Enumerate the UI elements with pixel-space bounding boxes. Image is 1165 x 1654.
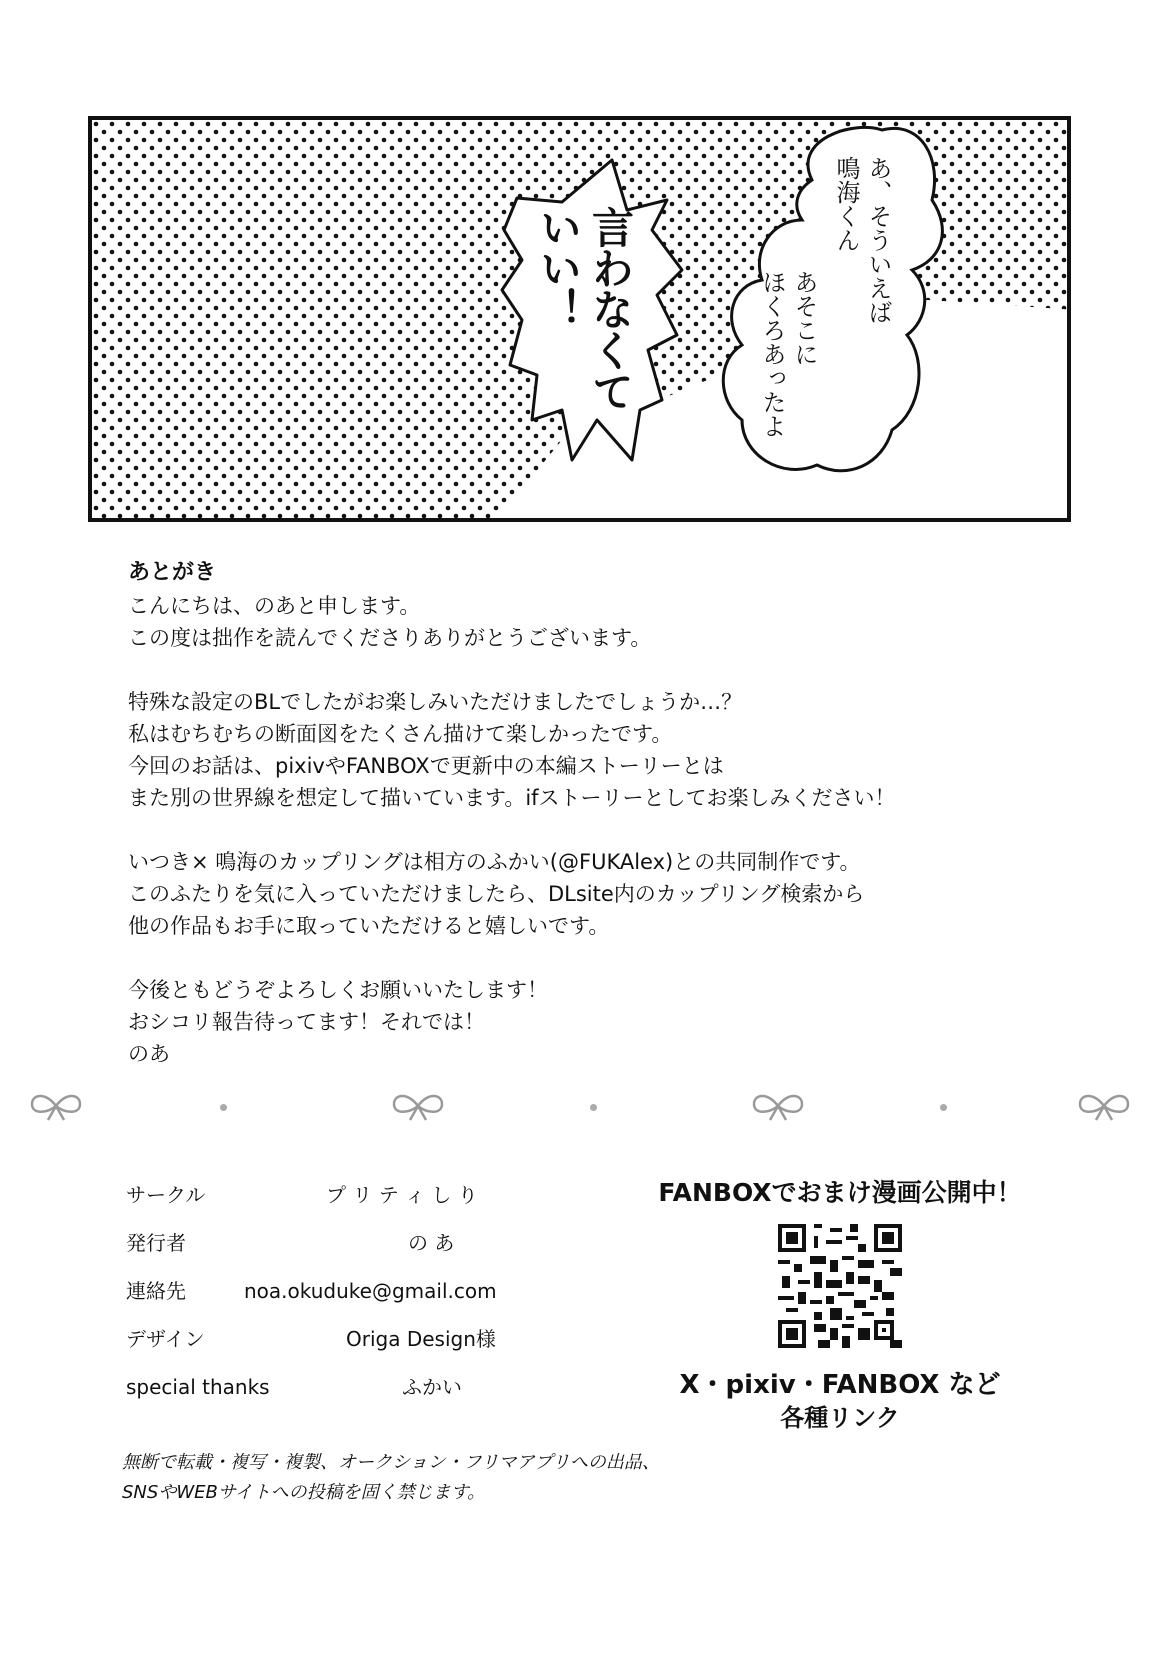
qr-code-icon[interactable] bbox=[778, 1224, 902, 1348]
afterword-line: この度は拙作を読んでくださりありがとうございます。 bbox=[128, 626, 652, 650]
manga-panel bbox=[88, 116, 1071, 522]
divider-dot bbox=[220, 1104, 227, 1111]
notice-line-1: 無断で転載・複写・複製、オークション・フリマアプリへの出品、 bbox=[122, 1452, 660, 1473]
afterword-line: 今回のお話は、pixivやFANBOXで更新中の本編ストーリーとは bbox=[128, 754, 724, 778]
bubble-text-1: あ、そういえば 鳴海くん bbox=[832, 156, 892, 324]
afterword-section bbox=[128, 558, 1108, 1102]
afterword-line: 他の作品もお手に取っていただけると嬉しいです。 bbox=[128, 914, 610, 938]
afterword-paragraph-3 bbox=[128, 846, 1108, 942]
divider-dot bbox=[590, 1104, 597, 1111]
afterword-line: 特殊な設定のBLでしたがお楽しみいただけましたでしょうか…？ bbox=[128, 690, 743, 714]
notice-line-2: SNSやWEBサイトへの投稿を固く禁じます。 bbox=[122, 1482, 486, 1503]
colophon bbox=[126, 1180, 566, 1420]
thanks-value: ふかい bbox=[402, 1375, 462, 1399]
afterword-paragraph-2 bbox=[128, 686, 1108, 814]
afterword-line: こんにちは、のあと申します。 bbox=[128, 594, 421, 618]
promo-links-line2: 各種リンク bbox=[780, 1404, 900, 1432]
afterword-line: いつき× 鳴海のカップリングは相方のふかい(@FUKAlex)との共同制作です。 bbox=[128, 850, 861, 874]
colophon-row-publisher bbox=[126, 1228, 566, 1276]
divider-dot bbox=[940, 1104, 947, 1111]
ribbon-icon bbox=[390, 1088, 446, 1124]
ribbon-icon bbox=[1076, 1088, 1132, 1124]
copyright-notice bbox=[122, 1448, 660, 1508]
afterword-line: 今後ともどうぞよろしくお願いいたします！ bbox=[128, 978, 548, 1002]
colophon-row-thanks bbox=[126, 1372, 566, 1420]
promo-links-line1: X・pixiv・FANBOX など bbox=[679, 1370, 1001, 1400]
circle-value: プ リ テ ィ し り bbox=[326, 1183, 478, 1207]
promo-block bbox=[620, 1176, 1060, 1434]
promo-headline: FANBOXでおまけ漫画公開中！ bbox=[658, 1178, 1022, 1207]
afterword-line: おシコリ報告待ってます！それでは！ bbox=[128, 1010, 485, 1034]
afterword-paragraph-1 bbox=[128, 590, 1108, 654]
afterword-line: また別の世界線を想定して描いています。ifストーリーとしてお楽しみください！ bbox=[128, 786, 896, 810]
afterword-paragraph-4 bbox=[128, 974, 1108, 1070]
publisher-value: の あ bbox=[408, 1231, 455, 1255]
colophon-row-contact bbox=[126, 1276, 566, 1324]
design-label: デザイン bbox=[126, 1327, 205, 1351]
afterword-line: 私はむちむちの断面図をたくさん描けて楽しかったです。 bbox=[128, 722, 673, 746]
circle-label: サークル bbox=[126, 1183, 206, 1207]
publisher-label: 発行者 bbox=[126, 1231, 186, 1255]
colophon-row-circle bbox=[126, 1180, 566, 1228]
shout-text: 言わなくて いい！ bbox=[534, 206, 635, 411]
afterword-line: このふたりを気に入っていただけましたら、DLsite内のカップリング検索から bbox=[128, 882, 865, 906]
afterword-title: あとがき bbox=[128, 560, 217, 585]
design-value: Origa Design様 bbox=[346, 1327, 496, 1351]
thanks-label: special thanks bbox=[126, 1375, 270, 1399]
ribbon-icon bbox=[28, 1088, 84, 1124]
ribbon-icon bbox=[750, 1088, 806, 1124]
colophon-row-design bbox=[126, 1324, 566, 1372]
ribbon-divider bbox=[0, 1088, 1165, 1128]
contact-email[interactable]: noa.okuduke@gmail.com bbox=[244, 1279, 497, 1303]
contact-label: 連絡先 bbox=[126, 1279, 186, 1303]
bubble-text-2: あそこに ほくろあったよ bbox=[758, 270, 818, 438]
afterword-signature: のあ bbox=[128, 1042, 170, 1066]
